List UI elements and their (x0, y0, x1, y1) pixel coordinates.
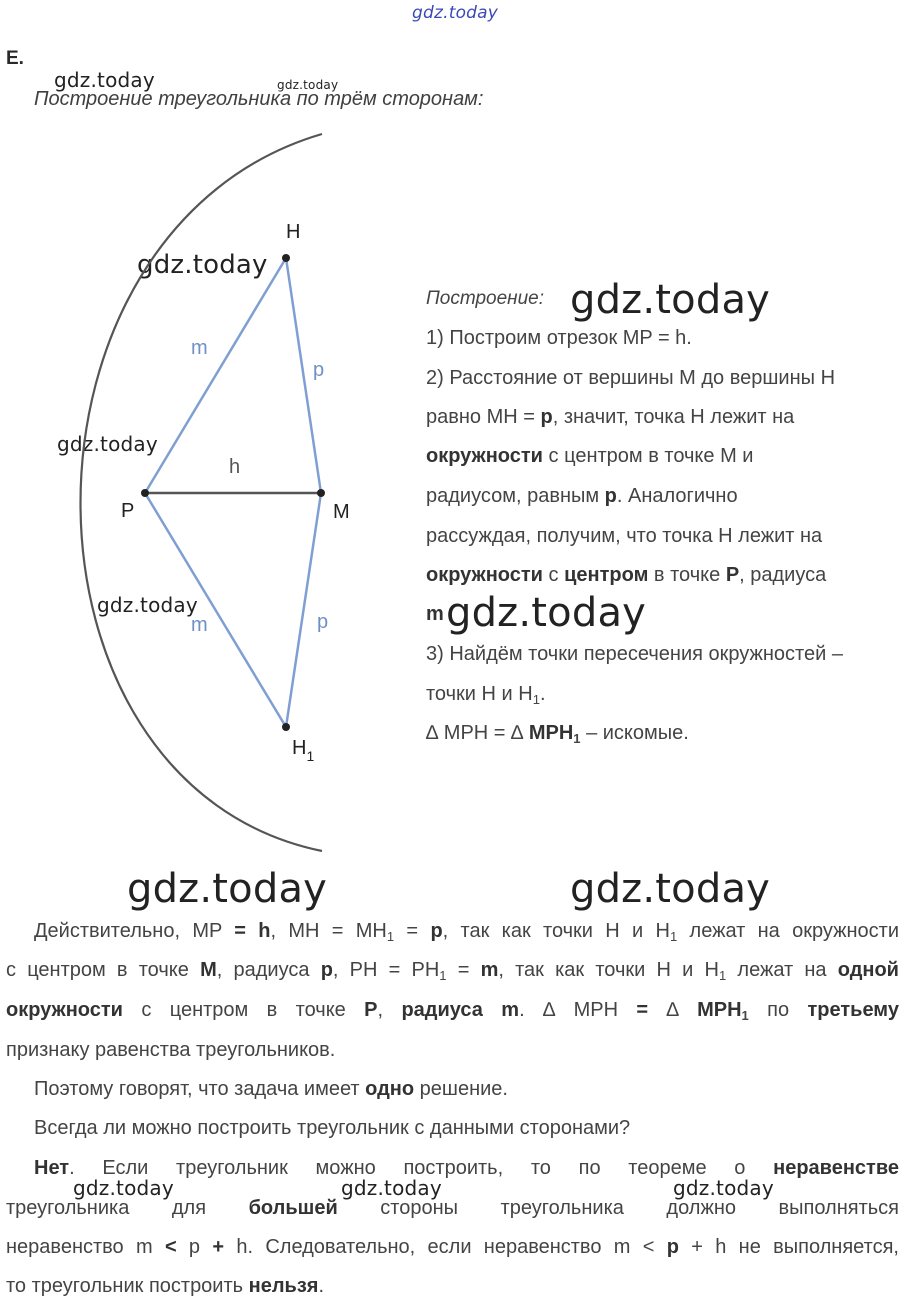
construction-line: m (426, 603, 444, 625)
side-pm-lower (145, 493, 286, 727)
watermark: gdz.today (570, 277, 771, 323)
construction-line: радиусом, равным p. Аналогично (426, 485, 738, 507)
vertex-label-h1: $H_1$ (292, 737, 315, 764)
side-label-p-lower: p (317, 611, 329, 633)
proof-line: окружности с центром в точке P, радиуса m. ∆ MPH = ∆ $MPH_1$ по третьему (6, 999, 899, 1023)
proof-line: с центром в точке M, радиуса p, PH = $PH_1 = m$, так как точки H и $H_1$ лежат на одной (6, 959, 899, 983)
point-h1 (282, 723, 290, 731)
construction-line: окружности с центром в точке P, радиуса (426, 564, 827, 586)
side-label-m-lower: m (191, 614, 208, 636)
point-p (141, 489, 149, 497)
vertex-label-p: P (121, 500, 135, 522)
watermark-top: gdz.today (412, 3, 499, 23)
watermark: gdz.today (341, 1176, 442, 1200)
proof-line: Всегда ли можно построить треугольник с данными сторонами? (34, 1117, 631, 1139)
construction-line: рассуждая, получим, что точка H лежит на (426, 525, 823, 547)
vertex-label-h: H (286, 221, 301, 243)
watermark: gdz.today (97, 593, 198, 617)
watermark: gdz.today (127, 866, 328, 912)
point-m (317, 489, 325, 497)
proof-line: то треугольник построить нельзя. (6, 1275, 325, 1297)
section-label: Е. (6, 48, 24, 69)
watermark: gdz.today (446, 590, 647, 636)
watermark: gdz.today (73, 1176, 174, 1200)
watermark: gdz.today (57, 432, 158, 456)
side-label-m-upper: m (191, 337, 208, 359)
point-h (282, 254, 290, 262)
watermark: gdz.today (137, 250, 268, 280)
proof-line: признаку равенства треугольников. (6, 1039, 336, 1061)
construction-line: точки H и $H_1$. (426, 683, 546, 707)
watermark: gdz.today (673, 1176, 774, 1200)
side-label-h: h (229, 456, 241, 478)
proof-line: Нет. Если треугольник можно построить, то по теореме о неравенстве (34, 1157, 899, 1179)
construction-line: 2) Расстояние от вершины M до вершины H (426, 367, 836, 389)
page-heading: Построение треугольника по трём сторонам: (34, 88, 484, 110)
proof-line: неравенство m < p + h. Следовательно, если неравенство m < p + h не выполняется, (6, 1236, 899, 1258)
construction-line: окружности с центром в точке M и (426, 445, 754, 467)
side-pm-upper (145, 258, 286, 493)
proof-line: Действительно, MP = h, MH = $MH_1 = p$, так как точки H и $H_1$ лежат на окружности (34, 920, 899, 944)
construction-line: 3) Найдём точки пересечения окружностей – (426, 643, 843, 665)
vertex-label-m: M (333, 501, 350, 523)
watermark: gdz.today (54, 68, 155, 92)
construction-line: равно MH = p, значит, точка H лежит на (426, 406, 795, 428)
watermark: gdz.today (277, 78, 339, 92)
watermark: gdz.today (570, 866, 771, 912)
side-h1m (286, 493, 321, 727)
construction-line: ∆ MPH = ∆ $MPH_1$ – искомые. (426, 722, 689, 746)
proof-line: треугольника для большей стороны треугольника должно выполняться (6, 1197, 899, 1219)
proof-line: Поэтому говорят, что задача имеет одно решение. (34, 1078, 508, 1100)
side-label-p-upper: p (313, 359, 325, 381)
construction-line: 1) Построим отрезок MP = h. (426, 327, 692, 349)
construction-title: Построение: (426, 288, 545, 309)
